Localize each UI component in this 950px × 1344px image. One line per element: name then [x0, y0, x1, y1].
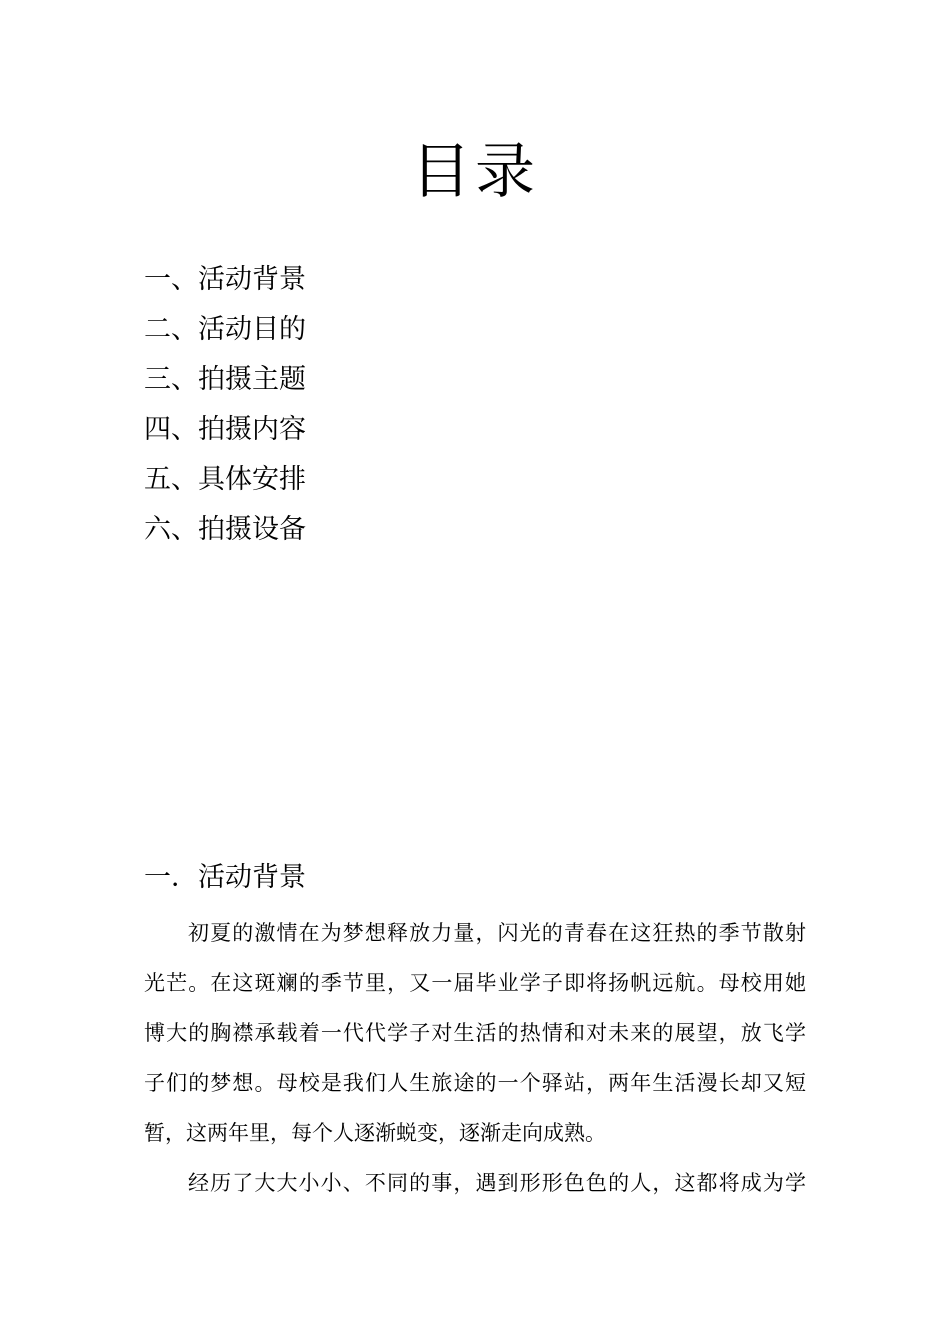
paragraph-line: 经历了大大小小、不同的事，遇到形形色色的人，这都将成为学 [188, 1171, 806, 1195]
paragraph-line: 光芒。在这斑斓的季节里，又一届毕业学子即将扬帆远航。母校用她 [144, 971, 806, 995]
paragraph-line: 博大的胸襟承载着一代代学子对生活的热情和对未来的展望，放飞学 [144, 1021, 806, 1045]
toc-item: 一、活动背景 [144, 264, 306, 295]
toc-item: 五、具体安排 [144, 464, 306, 495]
section-body [144, 908, 806, 1208]
toc-item: 四、拍摄内容 [144, 414, 306, 445]
table-of-contents [144, 255, 306, 555]
paragraph-line: 初夏的激情在为梦想释放力量，闪光的青春在这狂热的季节散射 [188, 921, 806, 945]
paragraph [144, 1158, 806, 1208]
toc-item: 六、拍摄设备 [144, 514, 306, 545]
paragraph-line: 暂，这两年里，每个人逐渐蜕变，逐渐走向成熟。 [144, 1121, 606, 1145]
section-heading: 一．活动背景 [144, 862, 306, 893]
toc-item: 二、活动目的 [144, 314, 306, 345]
paragraph-line: 子们的梦想。母校是我们人生旅途的一个驿站，两年生活漫长却又短 [144, 1071, 806, 1095]
paragraph [144, 908, 806, 1158]
toc-item: 三、拍摄主题 [144, 364, 306, 395]
toc-title: 目录 [411, 137, 539, 207]
